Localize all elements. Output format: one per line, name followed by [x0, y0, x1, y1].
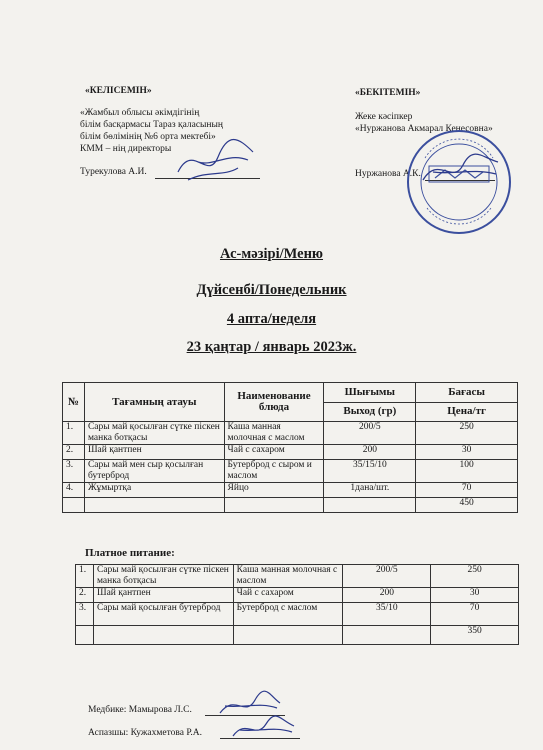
cell-total: 350 [431, 626, 519, 645]
week-title: 4 апта/неделя [226, 311, 317, 327]
cell-ru: Чай с сахаром [224, 445, 324, 460]
cell-kz: Сары май қосылған сүтке піскен манка ботқасы [93, 565, 233, 588]
table-total-row [76, 626, 519, 645]
col-header-output-ru: Выход (гр) [324, 402, 416, 422]
cell-number: 2. [76, 588, 94, 603]
col-header-price-kz: Бағасы [416, 383, 518, 403]
table-row [63, 460, 518, 483]
cell-output: 35/10 [343, 603, 431, 626]
table-row [63, 445, 518, 460]
approve-left-line: «Жамбыл облысы әкімдігінің [80, 108, 200, 118]
table-row [76, 588, 519, 603]
cell-price: 30 [431, 588, 519, 603]
cell-output: 200 [324, 445, 416, 460]
approve-right-heading: «БЕКІТЕМІН» [355, 88, 421, 98]
cook-signer: Аспазшы: Кужахметова Р.А. [88, 728, 203, 738]
approve-left-line: білім басқармасы Тараз қаласының [80, 120, 223, 130]
table-row [76, 603, 519, 626]
cell-output: 200/5 [343, 565, 431, 588]
paid-table [75, 564, 519, 645]
cell-ru: Каша манная молочная с маслом [233, 565, 343, 588]
approve-left-heading: «КЕЛІСЕМІН» [85, 86, 152, 96]
cell-total: 450 [416, 498, 518, 513]
cell-output: 1дана/шт. [324, 483, 416, 498]
cell-output: 35/15/10 [324, 460, 416, 483]
cell-number: 1. [76, 565, 94, 588]
cell-number: 1. [63, 422, 85, 445]
cell-number: 4. [63, 483, 85, 498]
nurse-signer: Медбике: Мамырова Л.С. [88, 705, 192, 715]
table-header-row [63, 383, 518, 403]
cell-price: 250 [416, 422, 518, 445]
col-header-output-kz: Шығымы [324, 383, 416, 403]
approve-right-signer: Нуржанова А.К. [355, 169, 421, 179]
approve-left-line: КММ – нің директоры [80, 144, 172, 154]
cell-output: 200 [343, 588, 431, 603]
col-header-price-ru: Цена/тг [416, 402, 518, 422]
cell-price: 70 [416, 483, 518, 498]
cell-price: 70 [431, 603, 519, 626]
col-header-ru: Наименование блюда [224, 383, 324, 422]
cell-kz: Жұмыртқа [84, 483, 224, 498]
cell-number: 3. [63, 460, 85, 483]
entrepreneur-signature [418, 150, 503, 190]
cell-price: 30 [416, 445, 518, 460]
cell-kz: Сары май қосылған бутерброд [93, 603, 233, 626]
table-row [63, 483, 518, 498]
cell-ru: Чай с сахаром [233, 588, 343, 603]
cell-kz: Сары май қосылған сүтке піскен манка ботқасы [84, 422, 224, 445]
cook-signature [228, 714, 298, 746]
cell-kz: Шай қантпен [93, 588, 233, 603]
approve-right-line: Жеке кәсіпкер [355, 112, 413, 122]
director-signature [168, 132, 258, 187]
col-header-kz: Тағамның атауы [84, 383, 224, 422]
cell-kz: Сары май мен сыр қосылған бутерброд [84, 460, 224, 483]
day-title: Дүйсенбі/Понедельник [196, 282, 347, 298]
col-header-number: № [63, 383, 85, 422]
menu-title: Ас-мәзірі/Меню [219, 246, 324, 262]
cell-number: 3. [76, 603, 94, 626]
menu-table [62, 382, 518, 513]
cell-output: 200/5 [324, 422, 416, 445]
paid-label: Платное питание: [85, 547, 175, 559]
table-row [76, 565, 519, 588]
table-total-row [63, 498, 518, 513]
approve-left-signer: Турекулова А.И. [80, 167, 147, 177]
cell-ru: Яйцо [224, 483, 324, 498]
cell-ru: Бутерброд с маслом [233, 603, 343, 626]
cell-number: 2. [63, 445, 85, 460]
cell-ru: Бутерброд с сыром и маслом [224, 460, 324, 483]
approve-right-line: «Нуржанова Акмарал Кенесовна» [355, 124, 493, 134]
cell-price: 250 [431, 565, 519, 588]
table-row [63, 422, 518, 445]
cell-kz: Шай қантпен [84, 445, 224, 460]
date-title: 23 қаңтар / январь 2023ж. [186, 339, 357, 355]
approve-left-line: білім бөлімінің №6 орта мектебі» [80, 132, 216, 142]
cell-price: 100 [416, 460, 518, 483]
cell-ru: Каша манная молочная с маслом [224, 422, 324, 445]
